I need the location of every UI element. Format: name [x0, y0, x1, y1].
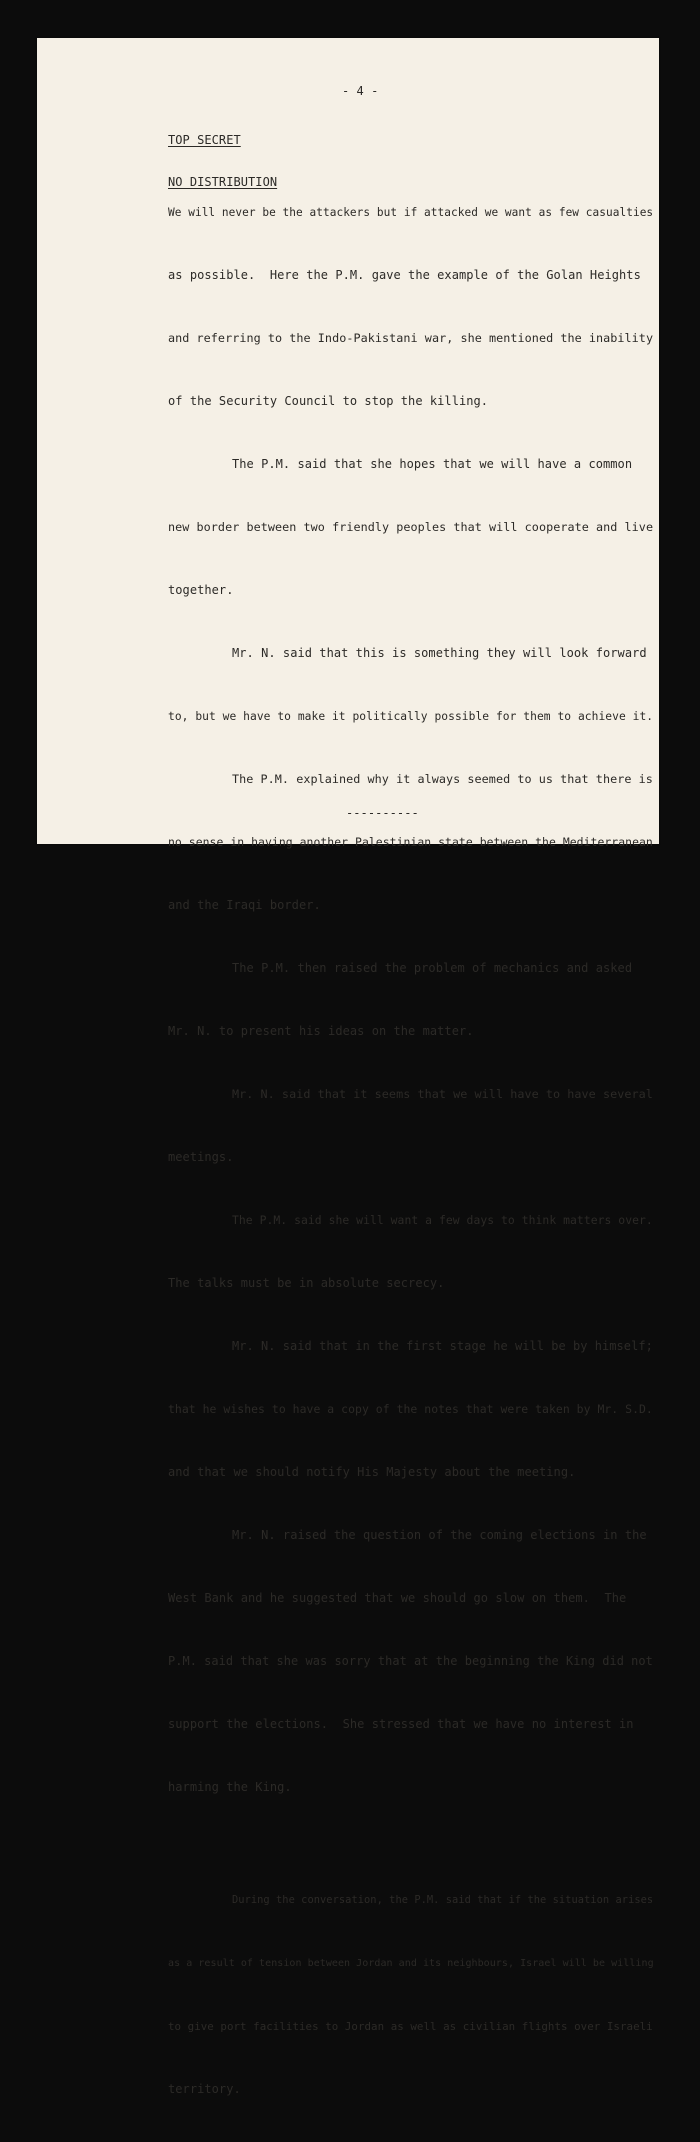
- body-line: to, but we have to make it politically possible for them to achieve it.: [168, 710, 654, 723]
- page-number: - 4 -: [342, 84, 379, 98]
- body-line: Mr. N. raised the question of the coming elections in the: [232, 1528, 647, 1542]
- body-line: Mr. N. said that this is something they will look forward: [232, 646, 647, 660]
- body-line: as possible. Here the P.M. gave the example of the Golan Heights: [168, 268, 641, 282]
- body-line: meetings.: [168, 1150, 234, 1164]
- classification-line-1: TOP SECRET: [168, 133, 241, 147]
- body-line: and referring to the Indo-Pakistani war, she mentioned the inability: [168, 331, 654, 345]
- body-line: to give port facilities to Jordan as well as civilian flights over Israeli: [168, 2020, 653, 2033]
- body-line: as a result of tension between Jordan and its neighbours, Israel will be willing: [168, 1958, 654, 1969]
- body-line: The P.M. then raised the problem of mechanics and asked: [232, 961, 633, 975]
- body-line: and the Iraqi border.: [168, 898, 321, 912]
- body-line: together.: [168, 583, 234, 597]
- classification-line-2: NO DISTRIBUTION: [168, 175, 278, 189]
- body-line: We will never be the attackers but if attacked we want as few casualties: [168, 206, 654, 219]
- body-line: of the Security Council to stop the killing.: [168, 394, 489, 408]
- body-line: The P.M. said she will want a few days to think matters over.: [232, 1213, 653, 1227]
- body-line: and that we should notify His Majesty about the meeting.: [168, 1465, 576, 1479]
- body-line: The talks must be in absolute secrecy.: [168, 1276, 445, 1290]
- body-line: harming the King.: [168, 1780, 292, 1794]
- end-rule: ----------: [346, 806, 419, 820]
- body-line: support the elections. She stressed that we have no interest in: [168, 1717, 634, 1731]
- body-text: [168, 160, 654, 2142]
- body-line: territory.: [168, 2082, 241, 2096]
- body-line: Mr. N. to present his ideas on the matter.: [168, 1024, 474, 1038]
- body-line: P.M. said that she was sorry that at the beginning the King did not: [168, 1654, 653, 1668]
- body-line: The P.M. said that she hopes that we will have a common: [232, 457, 633, 471]
- document-page: [37, 38, 659, 2096]
- body-line: West Bank and he suggested that we should go slow on them. The: [168, 1591, 627, 1605]
- body-line: During the conversation, the P.M. said that if the situation arises: [232, 1894, 654, 1906]
- body-line: new border between two friendly peoples that will cooperate and live: [168, 520, 654, 534]
- body-line: The P.M. explained why it always seemed to us that there is: [232, 772, 653, 786]
- body-line: Mr. N. said that in the first stage he will be by himself;: [232, 1339, 653, 1353]
- body-line: that he wishes to have a copy of the notes that were taken by Mr. S.D.: [168, 1402, 653, 1416]
- body-line: no sense in having another Palestinian state between the Mediterranean: [168, 835, 653, 849]
- body-line: Mr. N. said that it seems that we will have to have several: [232, 1087, 653, 1101]
- paragraph-gap: [168, 1840, 654, 1848]
